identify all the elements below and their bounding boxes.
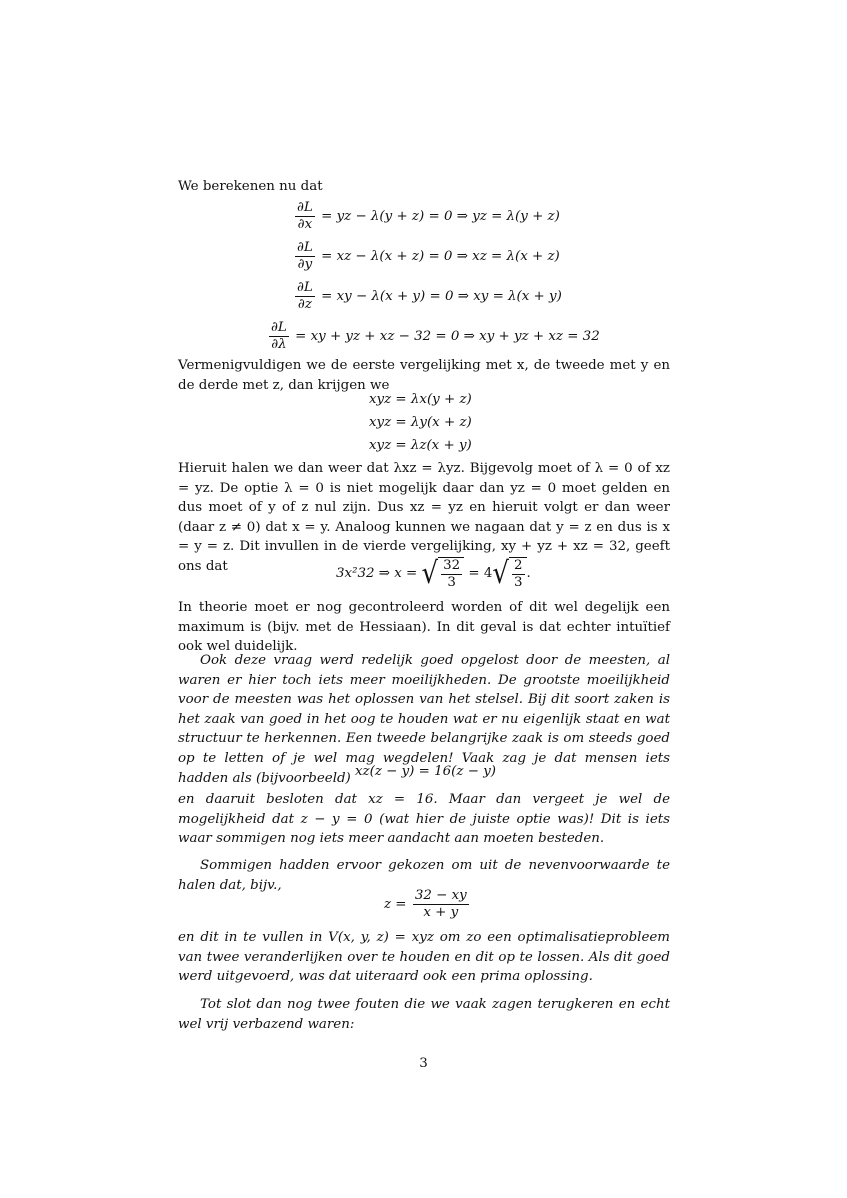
equation-xz: xz(z − y) = 16(z − y) [355,764,496,779]
paragraph-comment-4: en dit in te vullen in V(x, y, z) = xyz om zo een optimalisatieprobleem van twee veranderlijken over te houden en dit op te lossen. Als dit goed werd uitgevoerd, was dat uiteraard ook een prima oplossing. [178,930,670,985]
paragraph-hieruit: Hieruit halen we dan weer dat λxz = λyz. Bijgevolg moet of λ = 0 of xz = yz. De optie λ = 0 is niet mogelijk daar dan yz = 0 moet gelden en dus moet of y of z nul zijn. Dus xz = yz en hieruit volgt er dan weer (daar z ≠ 0) dat x = y. Analoog kunnen we nagaan dat y = z en dus is x = y = z. Dit invullen in de vierde vergelijking, xy + yz + xz = 32, geeft ons dat [178,461,670,574]
paragraph-comment-2: en daaruit besloten dat xz = 16. Maar dan vergeet je wel de mogelijkheid dat z − y = 0 (wat hier de juiste optie was)! Dit is iets waar sommigen nog iets meer aandacht aan moeten besteden. [178,792,670,847]
paragraph-comment-1: Ook deze vraag werd redelijk goed opgelost door de meesten, al waren er hier toch iets meer moeilijkheden. De grootste moeilijkheid voor de meesten was het oplossen van het stelsel. Bij dit soort zaken is het zaak van goed in het oog te houden wat er nu eigenlijk staat en wat structuur te herkennen. Een tweede belangrijke zaak is om steeds goed op te letten of je wel mag wegdelen! Vaak zag je dat mensen iets hadden als (bijvoorbeeld) [178,653,670,786]
fraction: $\frac{32 - xy}{x + y}$ [414,888,467,920]
equation-product-2: xyz = λy(x + z) [369,415,472,430]
page-number: 3 [419,1056,428,1071]
square-root [422,557,465,591]
intro-text: We berekenen nu dat [178,179,323,194]
square-root [492,557,526,591]
fraction: $\frac{2}{3}$ [513,558,523,590]
equation-partial-z: $\frac{\partial L}{\partial z}$ = xy − λ(x + y) = 0 ⇒ xy = λ(x + y) [297,280,562,312]
equation-product-3: xyz = λz(x + y) [369,438,472,453]
fraction: $\frac{\partial L}{\partial y}$ [297,240,313,272]
equation-partial-lambda: $\frac{\partial L}{\partial\lambda}$ = xy + yz + xz − 32 = 0 ⇒ xy + yz + xz = 32 [271,320,600,352]
fraction: $\frac{\partial L}{\partial z}$ [297,280,313,312]
equation-result: 3x²32 ⇒ x = √ $\frac{32}{3}$ = 4 √ $\frac{2}{3}$ . [336,557,531,591]
radical-sign-icon: √ [421,556,439,592]
equation-product-1: xyz = λx(y + z) [369,392,472,407]
paragraph-comment-3: Sommigen hadden ervoor gekozen om uit de nevenvoorwaarde te halen dat, bijv., [178,858,670,893]
equation-z: z = $\frac{32 - xy}{x + y}$ [384,888,467,920]
radical-sign-icon: √ [492,556,509,592]
paragraph-multiply: Vermenigvuldigen we de eerste vergelijking met x, de tweede met y en de derde met z, dan krijgen we [178,358,670,393]
fraction: $\frac{\partial L}{\partial\lambda}$ [271,320,287,352]
equation-partial-y: $\frac{\partial L}{\partial y}$ = xz − λ(x + z) = 0 ⇒ xz = λ(x + z) [297,240,560,272]
paragraph-comment-5: Tot slot dan nog twee fouten die we vaak zagen terugkeren en echt wel vrij verbazend waren: [178,997,670,1032]
fraction: $\frac{32}{3}$ [443,558,461,590]
fraction: $\frac{\partial L}{\partial x}$ [297,200,313,232]
equation-partial-x: $\frac{\partial L}{\partial x}$ = yz − λ(y + z) = 0 ⇒ yz = λ(y + z) [297,200,560,232]
paragraph-theorie: In theorie moet er nog gecontroleerd worden of dit wel degelijk een maximum is (bijv. met de Hessiaan). In dit geval is dat echter intuïtief ook wel duidelijk. [178,600,670,655]
